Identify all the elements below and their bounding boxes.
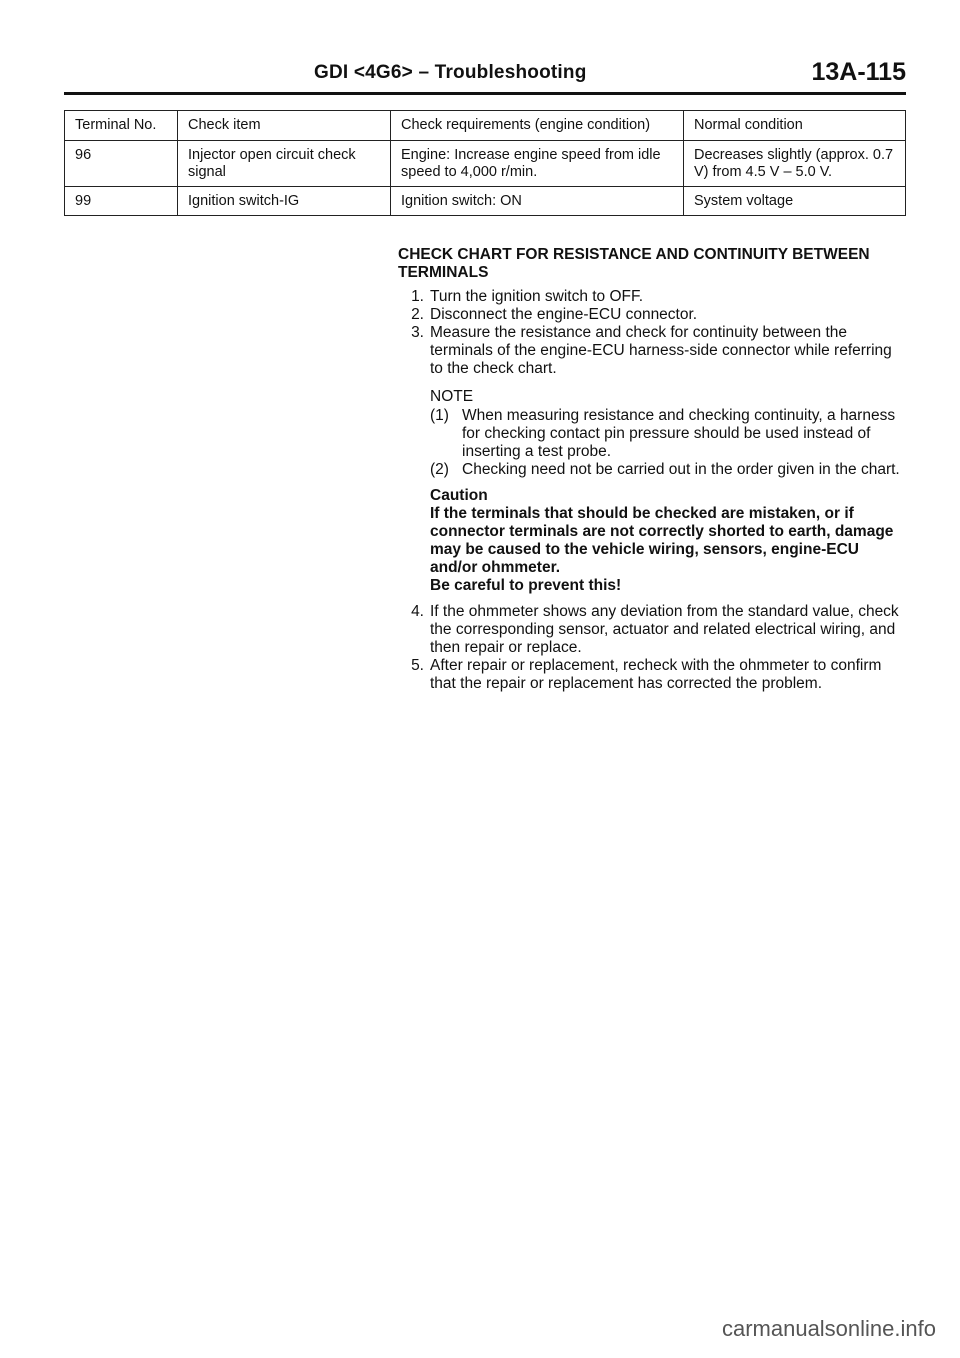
page-title: GDI <4G6> – Troubleshooting (314, 62, 587, 83)
column-header: Terminal No. (65, 111, 178, 141)
resistance-check-section (398, 246, 904, 693)
step-number: 5. (411, 657, 424, 674)
page-header (64, 60, 906, 95)
watermark-text: carmanualsonline.info (721, 1316, 936, 1341)
table-cell: Ignition switch: ON (391, 187, 684, 216)
note-text: When measuring resistance and checking continuity, a harness for checking contact pin pressure should be used instead of inserting a test probe. (462, 407, 896, 460)
step-text: After repair or replacement, recheck with the ohmmeter to confirm that the repair or replacement has corrected the problem. (430, 657, 882, 692)
list-item (398, 603, 904, 657)
caution-text: If the terminals that should be checked are mistaken, or if connector terminals are not correctly shorted to earth, damage may be caused to the vehicle wiring, sensors, engine-ECU and/or ohmmeter. (430, 505, 894, 576)
list-item (398, 288, 904, 306)
step-number: 3. (411, 324, 424, 341)
table-row (65, 141, 906, 187)
caution-label: Caution (430, 487, 488, 504)
caution-warning: Be careful to prevent this! (430, 577, 622, 594)
terminal-check-table (64, 110, 906, 216)
step-text: Disconnect the engine-ECU connector. (430, 306, 698, 323)
note-text: Checking need not be carried out in the order given in the chart. (462, 461, 900, 478)
procedure-steps-continued (398, 603, 904, 693)
step-text: Turn the ignition switch to OFF. (430, 288, 644, 305)
column-header: Check requirements (engine condition) (391, 111, 684, 141)
table-header-row (65, 111, 906, 141)
table-cell: 99 (65, 187, 178, 216)
list-item (430, 461, 904, 479)
note-block (398, 388, 904, 479)
list-item (398, 306, 904, 324)
note-number: (2) (430, 461, 449, 478)
list-item (430, 407, 904, 461)
step-number: 4. (411, 603, 424, 620)
table-cell: Decreases slightly (approx. 0.7 V) from 4.5 V – 5.0 V. (684, 141, 906, 187)
table-cell: 96 (65, 141, 178, 187)
column-header: Normal condition (684, 111, 906, 141)
column-header: Check item (178, 111, 391, 141)
table-row (65, 187, 906, 216)
page-number: 13A-115 (811, 58, 906, 86)
list-item (398, 324, 904, 378)
step-number: 2. (411, 306, 424, 323)
section-heading: CHECK CHART FOR RESISTANCE AND CONTINUITY BETWEEN TERMINALS (398, 246, 870, 281)
note-label: NOTE (430, 388, 474, 405)
table-cell: Ignition switch-IG (178, 187, 391, 216)
step-text: Measure the resistance and check for continuity between the terminals of the engine-ECU harness-side connector while referring to the check chart. (430, 324, 892, 377)
procedure-steps (398, 288, 904, 378)
table-cell: System voltage (684, 187, 906, 216)
caution-block (398, 487, 904, 595)
step-text: If the ohmmeter shows any deviation from the standard value, check the corresponding sensor, actuator and related electrical wiring, and then repair or replace. (430, 603, 899, 656)
step-number: 1. (411, 288, 424, 305)
note-number: (1) (430, 407, 449, 424)
table-cell: Engine: Increase engine speed from idle speed to 4,000 r/min. (391, 141, 684, 187)
table-cell: Injector open circuit check signal (178, 141, 391, 187)
list-item (398, 657, 904, 693)
